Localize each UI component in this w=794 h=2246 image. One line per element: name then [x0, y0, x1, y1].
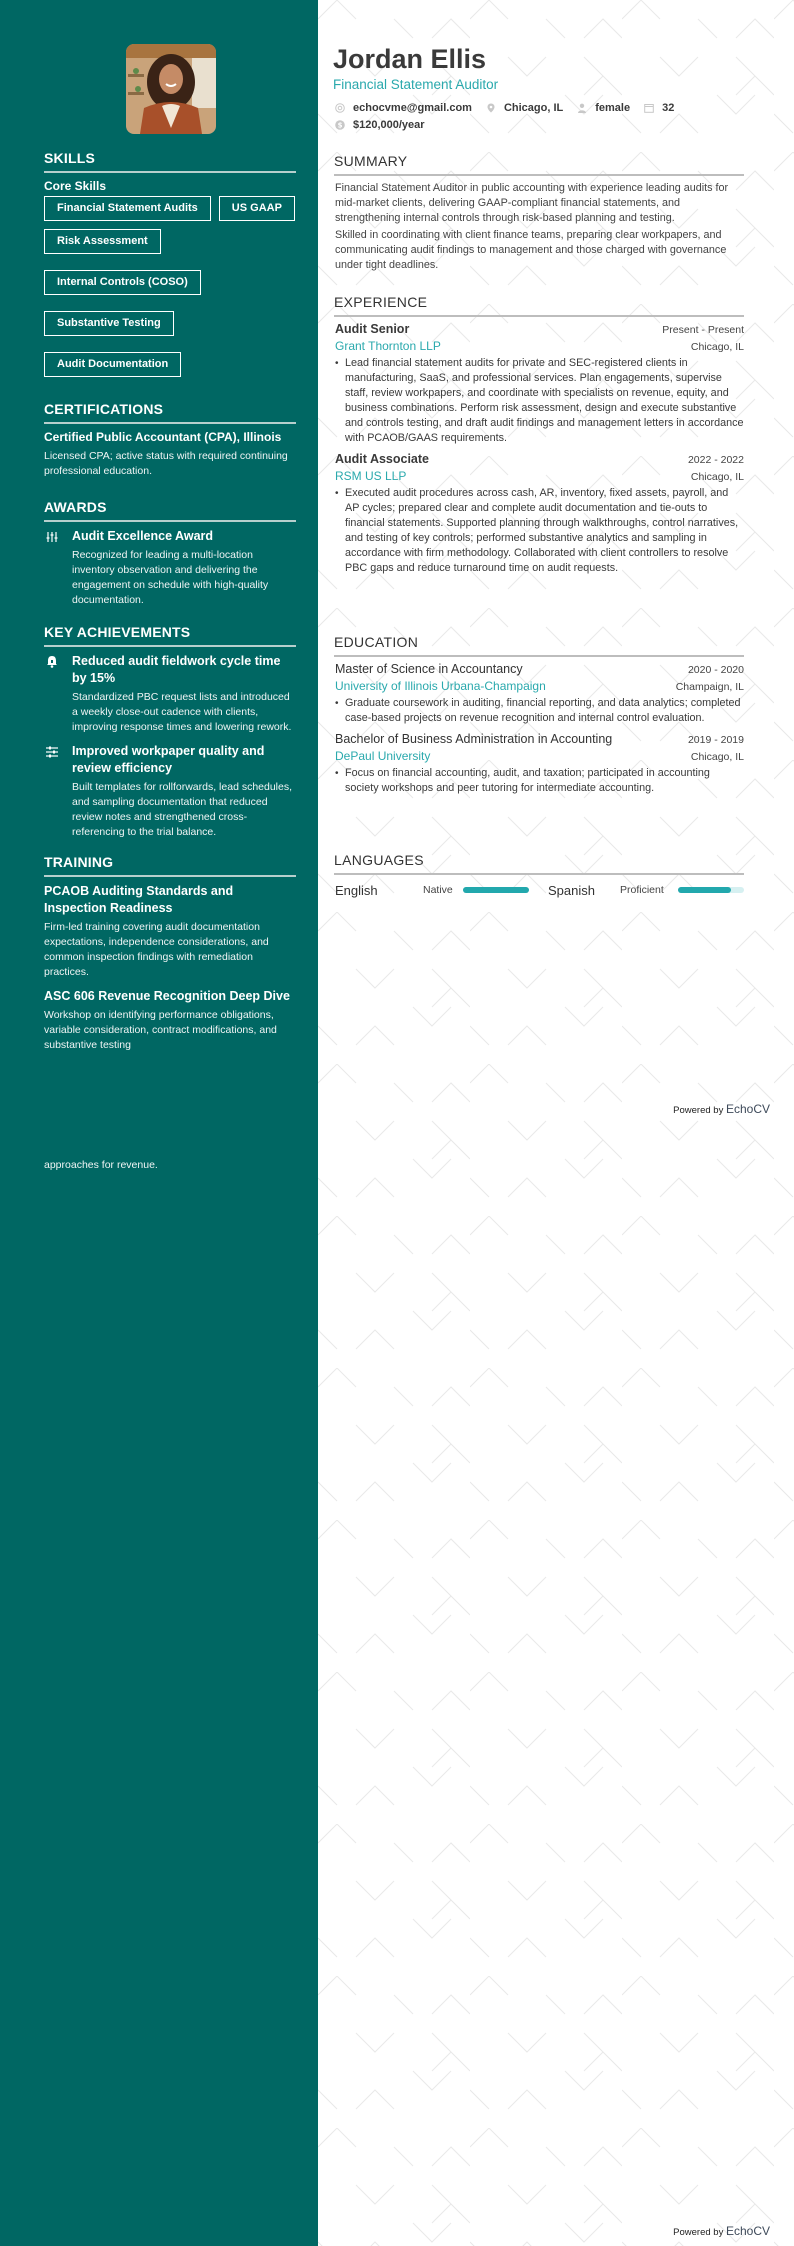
achievement-item	[44, 743, 296, 840]
job-title: Financial Statement Auditor	[333, 77, 499, 92]
certification-description: Licensed CPA; active status with required continuing professional education.	[44, 450, 288, 477]
experience-heading: EXPERIENCE	[334, 294, 744, 317]
summary-section	[334, 153, 744, 273]
award-description: Recognized for leading a multi-location inventory observation and delivering the engagement on schedule with high-quality documentation.	[72, 549, 269, 606]
languages-section	[334, 852, 744, 900]
experience-company: Grant Thornton LLP	[335, 339, 441, 353]
education-dates: 2019 - 2019	[687, 734, 744, 746]
school-name: University of Illinois Urbana-Champaign	[335, 679, 546, 693]
language-proficiency-bar	[678, 887, 744, 893]
experience-company: RSM US LLP	[335, 469, 407, 483]
contact-age: 32	[644, 102, 674, 114]
education-bullet: • Graduate coursework in auditing, financial reporting, and data analytics; completed case-based projects on revenue recognition and internal control evaluation.	[334, 696, 744, 726]
experience-role: Audit Senior	[335, 322, 410, 336]
certifications-section	[44, 401, 296, 479]
contact-salary: $ $120,000/year	[335, 119, 425, 131]
experience-dates: Present - Present	[662, 324, 744, 336]
skill-chip: Financial Statement Audits	[44, 196, 211, 221]
dollar-coin-icon	[335, 120, 345, 130]
training-description-overflow: approaches for revenue.	[44, 1159, 158, 1171]
skills-section	[44, 150, 296, 377]
experience-role: Audit Associate	[335, 452, 430, 466]
degree-title: Master of Science in Accountancy	[335, 662, 523, 676]
experience-entry	[334, 322, 744, 446]
award-item	[44, 528, 296, 608]
powered-by-footer: Powered by EchoCV	[673, 1102, 770, 1116]
contact-info	[335, 99, 785, 133]
certification-title: Certified Public Accountant (CPA), Illinois	[44, 430, 282, 444]
experience-bullet: • Executed audit procedures across cash, AR, inventory, fixed assets, payroll, and AP cycles; prepared clear and complete audit documentation and tie-outs to financial statements. Supported planning through walkthroughs, control narratives, and testing of key controls; performed substantive analytics and sampling in accordance with firm methodology. Collaborated with client controllers to resolve PBC gaps and reduce turnaround time on audit requests.	[334, 486, 744, 576]
experience-dates: 2022 - 2022	[687, 454, 744, 466]
language-level: Proficient	[620, 884, 664, 896]
sliders-horizontal-icon	[44, 743, 72, 840]
svg-text:$: $	[337, 121, 343, 130]
education-dates: 2020 - 2020	[687, 664, 744, 676]
education-entry	[334, 662, 744, 726]
experience-section	[334, 294, 744, 582]
sliders-vertical-icon	[44, 528, 72, 608]
awards-section	[44, 499, 296, 608]
school-name: DePaul University	[335, 749, 431, 763]
skills-heading: SKILLS	[44, 150, 296, 173]
experience-bullet: • Lead financial statement audits for private and SEC-registered clients in manufacturing, SaaS, and professional services. Plan engagements, supervise staff, review workpapers, and coordinate with specialists on revenue, equity, and business combinations. Perform risk assessment, design and execute substantive and controls testing, and draft audit findings and management letters in accordance with PCAOB/GAAS requirements.	[334, 356, 744, 446]
language-level: Native	[423, 884, 453, 896]
main-content	[318, 0, 794, 2246]
education-section	[334, 634, 744, 802]
core-skills-label: Core Skills	[44, 179, 107, 193]
experience-location: Chicago, IL	[690, 471, 744, 483]
summary-heading: SUMMARY	[334, 153, 744, 176]
profile-photo	[126, 44, 216, 134]
experience-entry	[334, 452, 744, 576]
achievement-description: Built templates for rollforwards, lead schedules, and sampling documentation that reduced review notes and strengthened cross-referencing to the trial balance.	[72, 781, 293, 838]
skill-chip: Risk Assessment	[44, 229, 161, 254]
degree-title: Bachelor of Business Administration in Accounting	[335, 732, 613, 746]
training-section	[44, 854, 296, 1053]
achievement-title: Reduced audit fieldwork cycle time by 15%	[72, 654, 281, 685]
education-entry	[334, 732, 744, 796]
training-item	[44, 988, 296, 1053]
location-pin-icon	[486, 103, 496, 113]
language-proficiency-bar	[463, 887, 529, 893]
awards-heading: AWARDS	[44, 499, 296, 522]
at-icon	[335, 103, 345, 113]
school-location: Champaign, IL	[675, 681, 744, 693]
brand-logo-text: EchoCV	[725, 1102, 770, 1116]
experience-location: Chicago, IL	[690, 341, 744, 353]
candidate-name: Jordan Ellis	[333, 44, 487, 74]
award-title: Audit Excellence Award	[72, 529, 214, 543]
calendar-icon	[644, 103, 654, 113]
school-location: Chicago, IL	[690, 751, 744, 763]
bell-lock-icon	[44, 653, 72, 735]
training-description: Firm-led training covering audit documentation expectations, independence considerations, and common inspection findings with remediation practices.	[44, 921, 269, 978]
powered-by-footer: Powered by EchoCV	[673, 2224, 770, 2238]
contact-gender: female	[577, 102, 630, 114]
languages-heading: LANGUAGES	[334, 852, 744, 875]
training-heading: TRAINING	[44, 854, 296, 877]
brand-logo-text: EchoCV	[725, 2224, 770, 2238]
achievement-description: Standardized PBC request lists and introduced a weekly close-out cadence with clients, improving response times and lowering rework.	[72, 691, 292, 733]
skills-list	[44, 196, 296, 377]
skill-chip: Audit Documentation	[44, 352, 181, 377]
sidebar	[0, 0, 318, 2246]
skill-chip: Internal Controls (COSO)	[44, 270, 201, 295]
training-description: Workshop on identifying performance obligations, variable consideration, contract modifications, and substantive testing	[44, 1009, 277, 1051]
languages-list	[334, 880, 744, 900]
language-name: English	[335, 882, 378, 898]
achievements-section	[44, 624, 296, 840]
summary-paragraph: Financial Statement Auditor in public accounting with experience leading audits for mid-market clients, delivering GAAP-compliant financial statements, and strengthening internal controls through risk-based planning and testing.	[335, 182, 729, 224]
achievement-title: Improved workpaper quality and review efficiency	[72, 744, 265, 775]
achievements-heading: KEY ACHIEVEMENTS	[44, 624, 296, 647]
education-heading: EDUCATION	[334, 634, 744, 657]
skill-chip: US GAAP	[219, 196, 295, 221]
training-title: PCAOB Auditing Standards and Inspection Readiness	[44, 884, 234, 915]
person-icon	[577, 103, 587, 113]
language-name: Spanish	[548, 882, 595, 898]
certifications-heading: CERTIFICATIONS	[44, 401, 296, 424]
summary-paragraph: Skilled in coordinating with client finance teams, preparing clear workpapers, and communicating audit findings to management and those charged with governance under tight deadlines.	[335, 229, 727, 271]
training-title: ASC 606 Revenue Recognition Deep Dive	[44, 989, 290, 1003]
skill-chip: Substantive Testing	[44, 311, 174, 336]
education-bullet: • Focus on financial accounting, audit, and taxation; participated in accounting society workshops and peer tutoring for intermediate accounting.	[334, 766, 744, 796]
training-item	[44, 883, 296, 980]
contact-location: Chicago, IL	[486, 102, 563, 114]
contact-email: echocvme@gmail.com	[335, 102, 472, 114]
achievement-item	[44, 653, 296, 735]
